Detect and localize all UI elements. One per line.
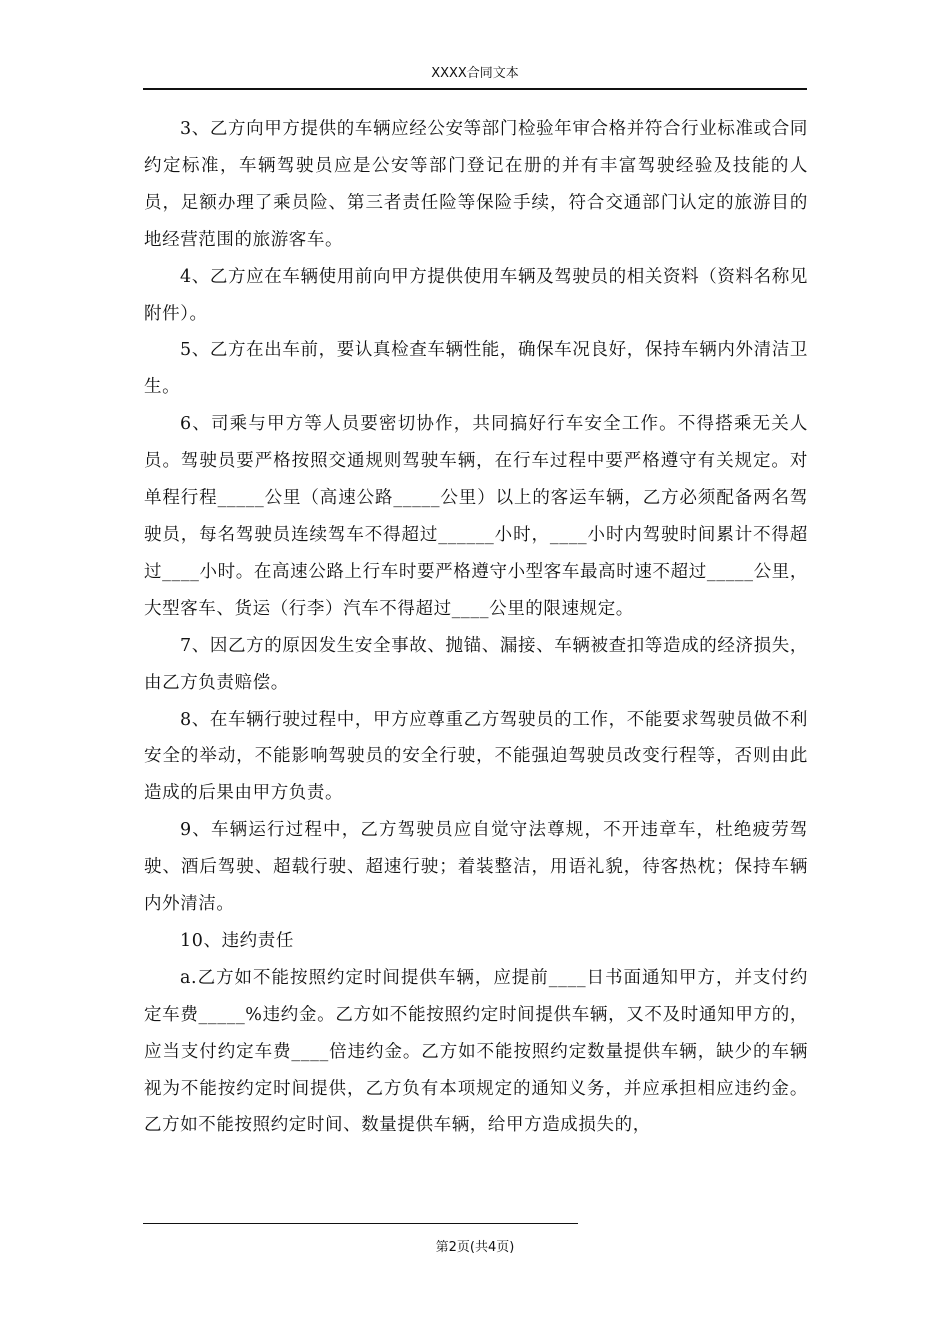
clause-10-heading: 10、违约责任 (180, 930, 294, 951)
clause-6: 6、司乘与甲方等人员要密切协作，共同搞好行车安全工作。不得搭乘无关人员。驾驶员要严格按照交通规则驾驶车辆，在行车过程中要严格遵守有关规定。对单程行程_____公里（高速公路_____公里）以上的客运车辆，乙方必须配备两名驾驶员，每名驾驶员连续驾车不得超过______小时，____小时内驾驶时间累计不得超过____小时。在高速公路上行车时要严格遵守小型客车最高时速不超过_____公里，大型客车、货运（行李）汽车不得超过____公里的限速规定。 (144, 414, 808, 619)
header-divider (143, 88, 807, 90)
clause-10-a: a.乙方如不能按照约定时间提供车辆，应提前____日书面通知甲方，并支付约定车费_____%违约金。乙方如不能按照约定时间提供车辆，又不及时通知甲方的，应当支付约定车费____倍违约金。乙方如不能按照约定数量提供车辆，缺少的车辆视为不能按约定时间提供，乙方负有本项规定的通知义务，并应承担相应违约金。乙方如不能按照约定时间、数量提供车辆，给甲方造成损失的， (144, 967, 808, 1136)
footer-divider (143, 1223, 578, 1224)
clause-7: 7、因乙方的原因发生安全事故、抛锚、漏接、车辆被查扣等造成的经济损失，由乙方负责赔偿。 (144, 635, 808, 693)
header-title: XXXX合同文本 (431, 66, 519, 81)
clause-8: 8、在车辆行驶过程中，甲方应尊重乙方驾驶员的工作，不能要求驾驶员做不利安全的举动，不能影响驾驶员的安全行驶，不能强迫驾驶员改变行程等，否则由此造成的后果由甲方负责。 (144, 709, 808, 804)
contract-body (144, 111, 808, 1144)
clause-4: 4、乙方应在车辆使用前向甲方提供使用车辆及驾驶员的相关资料（资料名称见附件）。 (144, 266, 808, 324)
clause-3: 3、乙方向甲方提供的车辆应经公安等部门检验年审合格并符合行业标准或合同约定标准，车辆驾驶员应是公安等部门登记在册的并有丰富驾驶经验及技能的人员，足额办理了乘员险、第三者责任险等保险手续，符合交通部门认定的旅游目的地经营范围的旅游客车。 (144, 119, 808, 250)
clause-5: 5、乙方在出车前，要认真检查车辆性能，确保车况良好，保持车辆内外清洁卫生。 (144, 340, 808, 398)
clause-9: 9、车辆运行过程中，乙方驾驶员应自觉守法尊规，不开违章车，杜绝疲劳驾驶、酒后驾驶、超载行驶、超速行驶；着装整洁，用语礼貌，待客热枕；保持车辆内外清洁。 (144, 820, 808, 915)
page-number: 第2页(共4页) (435, 1240, 515, 1255)
